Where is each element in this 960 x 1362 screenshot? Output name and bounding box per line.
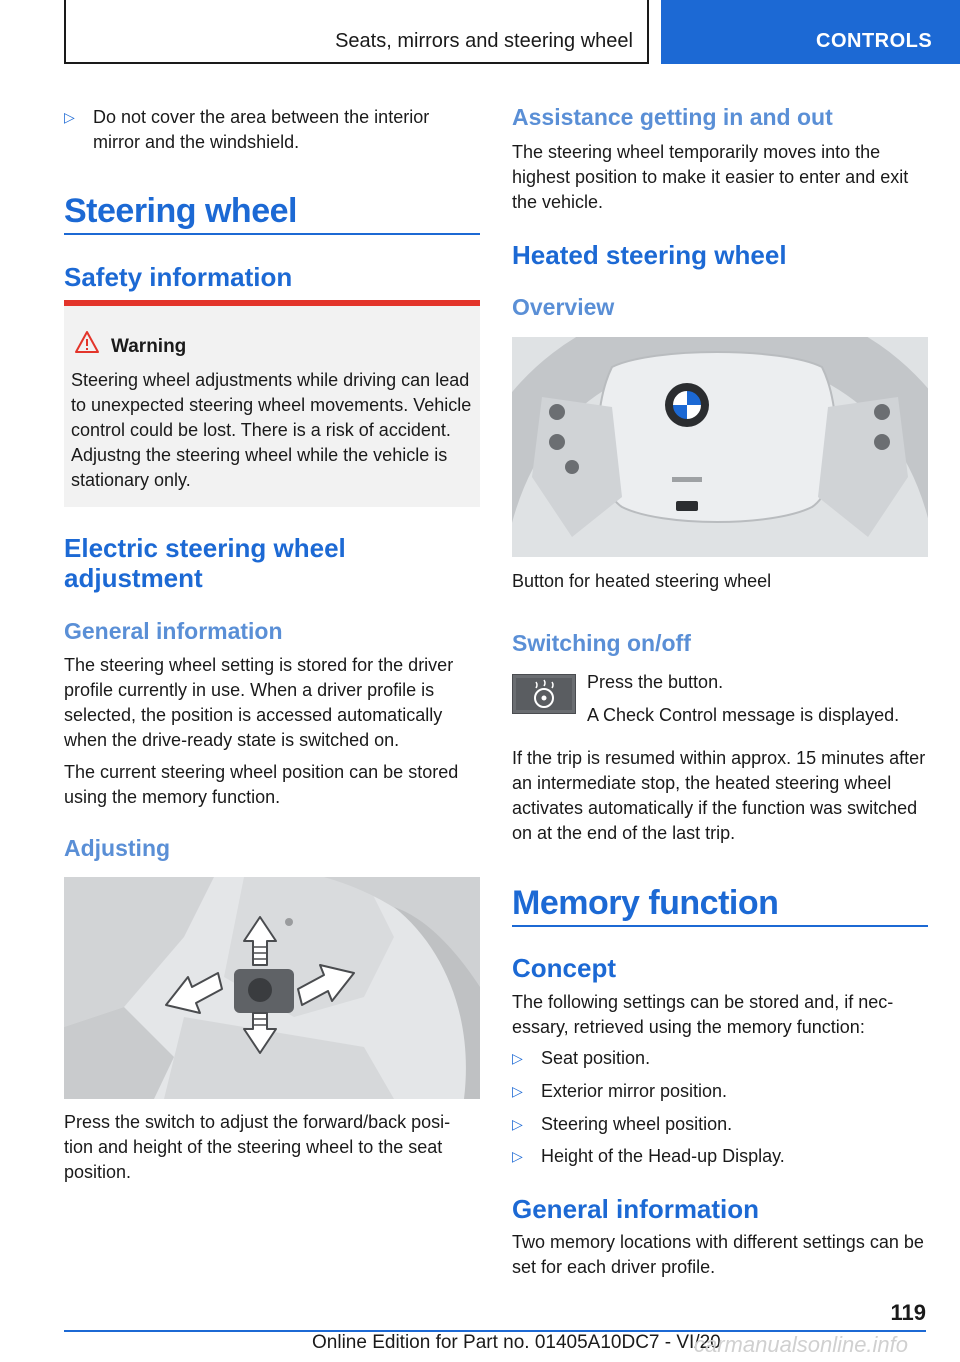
page-number: 119 <box>890 1300 926 1325</box>
caption-heated-button: Button for heated steering wheel <box>512 571 772 591</box>
heading-memory-function: Memory function <box>512 884 779 922</box>
heated-steering-wheel-button-icon[interactable] <box>512 674 576 714</box>
chapter-tab-label: CONTROLS <box>816 30 933 52</box>
section-title: Seats, mirrors and steering wheel <box>335 30 633 52</box>
paragraph-adjusting: Press the switch to adjust the forward/back posi- tion and height of the steering wheel to the seat position. <box>64 1112 451 1182</box>
paragraph-general-2-right: Two memory locations with different settings can be set for each driver profile. <box>512 1232 924 1277</box>
heading-concept: Concept <box>512 953 616 983</box>
heading-assistance: Assistance getting in and out <box>512 104 833 130</box>
warning-triangle-icon <box>74 330 100 354</box>
warning-body: Steering wheel adjustments while driving can lead to unexpected steering wheel movements. Vehicle control could be lost. There is a risk of accident. Adjustng the steering wheel while the vehicle is stationary only. <box>71 370 472 490</box>
edition-text: Online Edition for Part no. 01405A10DC7 - VI/20 <box>312 1332 721 1353</box>
heading-electric-adjustment: Electric steering wheel adjustment <box>64 533 346 593</box>
heading-general-information-2: General information <box>512 1194 760 1224</box>
bullet-triangle-icon: ▷ <box>512 1148 523 1164</box>
header-box <box>64 0 649 64</box>
warning-box <box>64 300 480 507</box>
paragraph-general-2: The current steering wheel position can be stored using the memory function. <box>64 762 459 807</box>
paragraph-concept: The following settings can be stored and, if nec- essary, retrieved using the memory function: <box>512 992 894 1037</box>
warning-title: Warning <box>111 336 187 357</box>
bullet-triangle-icon: ▷ <box>512 1083 523 1099</box>
paragraph-trip: If the trip is resumed within approx. 15 minutes after an intermediate stop, the heated steering wheel activates automatically if the function was switched on at the end of the last trip. <box>512 748 926 843</box>
paragraph-check-control: A Check Control message is displayed. <box>587 705 900 725</box>
heated-steering-wheel-illustration <box>512 337 928 557</box>
heading-general-information: General information <box>64 618 283 644</box>
steering-adjust-illustration <box>64 877 480 1099</box>
paragraph-press-button: Press the button. <box>587 672 724 692</box>
bullet-triangle-icon: ▷ <box>512 1050 523 1066</box>
heading-overview: Overview <box>512 294 615 320</box>
paragraph-assistance: The steering wheel temporarily moves into the highest position to make it easier to enter and exit the vehicle. <box>512 142 909 212</box>
heading-safety-information: Safety information <box>64 262 293 292</box>
heading-switching: Switching on/off <box>512 630 691 656</box>
watermark: carmanualsonline.info <box>694 1332 909 1357</box>
heading-rule <box>64 233 480 235</box>
bullet-triangle-icon: ▷ <box>512 1116 523 1132</box>
chapter-tab[interactable] <box>661 0 960 64</box>
bullet-triangle-icon: ▷ <box>64 109 75 125</box>
heading-adjusting: Adjusting <box>64 835 171 861</box>
paragraph-general-1: The steering wheel setting is stored for the driver profile currently in use. When a driver profile is selected, the position is accessed automatically when the drive-ready state is switched on. <box>64 655 454 750</box>
heading-rule <box>512 925 928 927</box>
heading-heated-steering-wheel: Heated steering wheel <box>512 240 787 270</box>
heading-steering-wheel: Steering wheel <box>64 192 297 230</box>
